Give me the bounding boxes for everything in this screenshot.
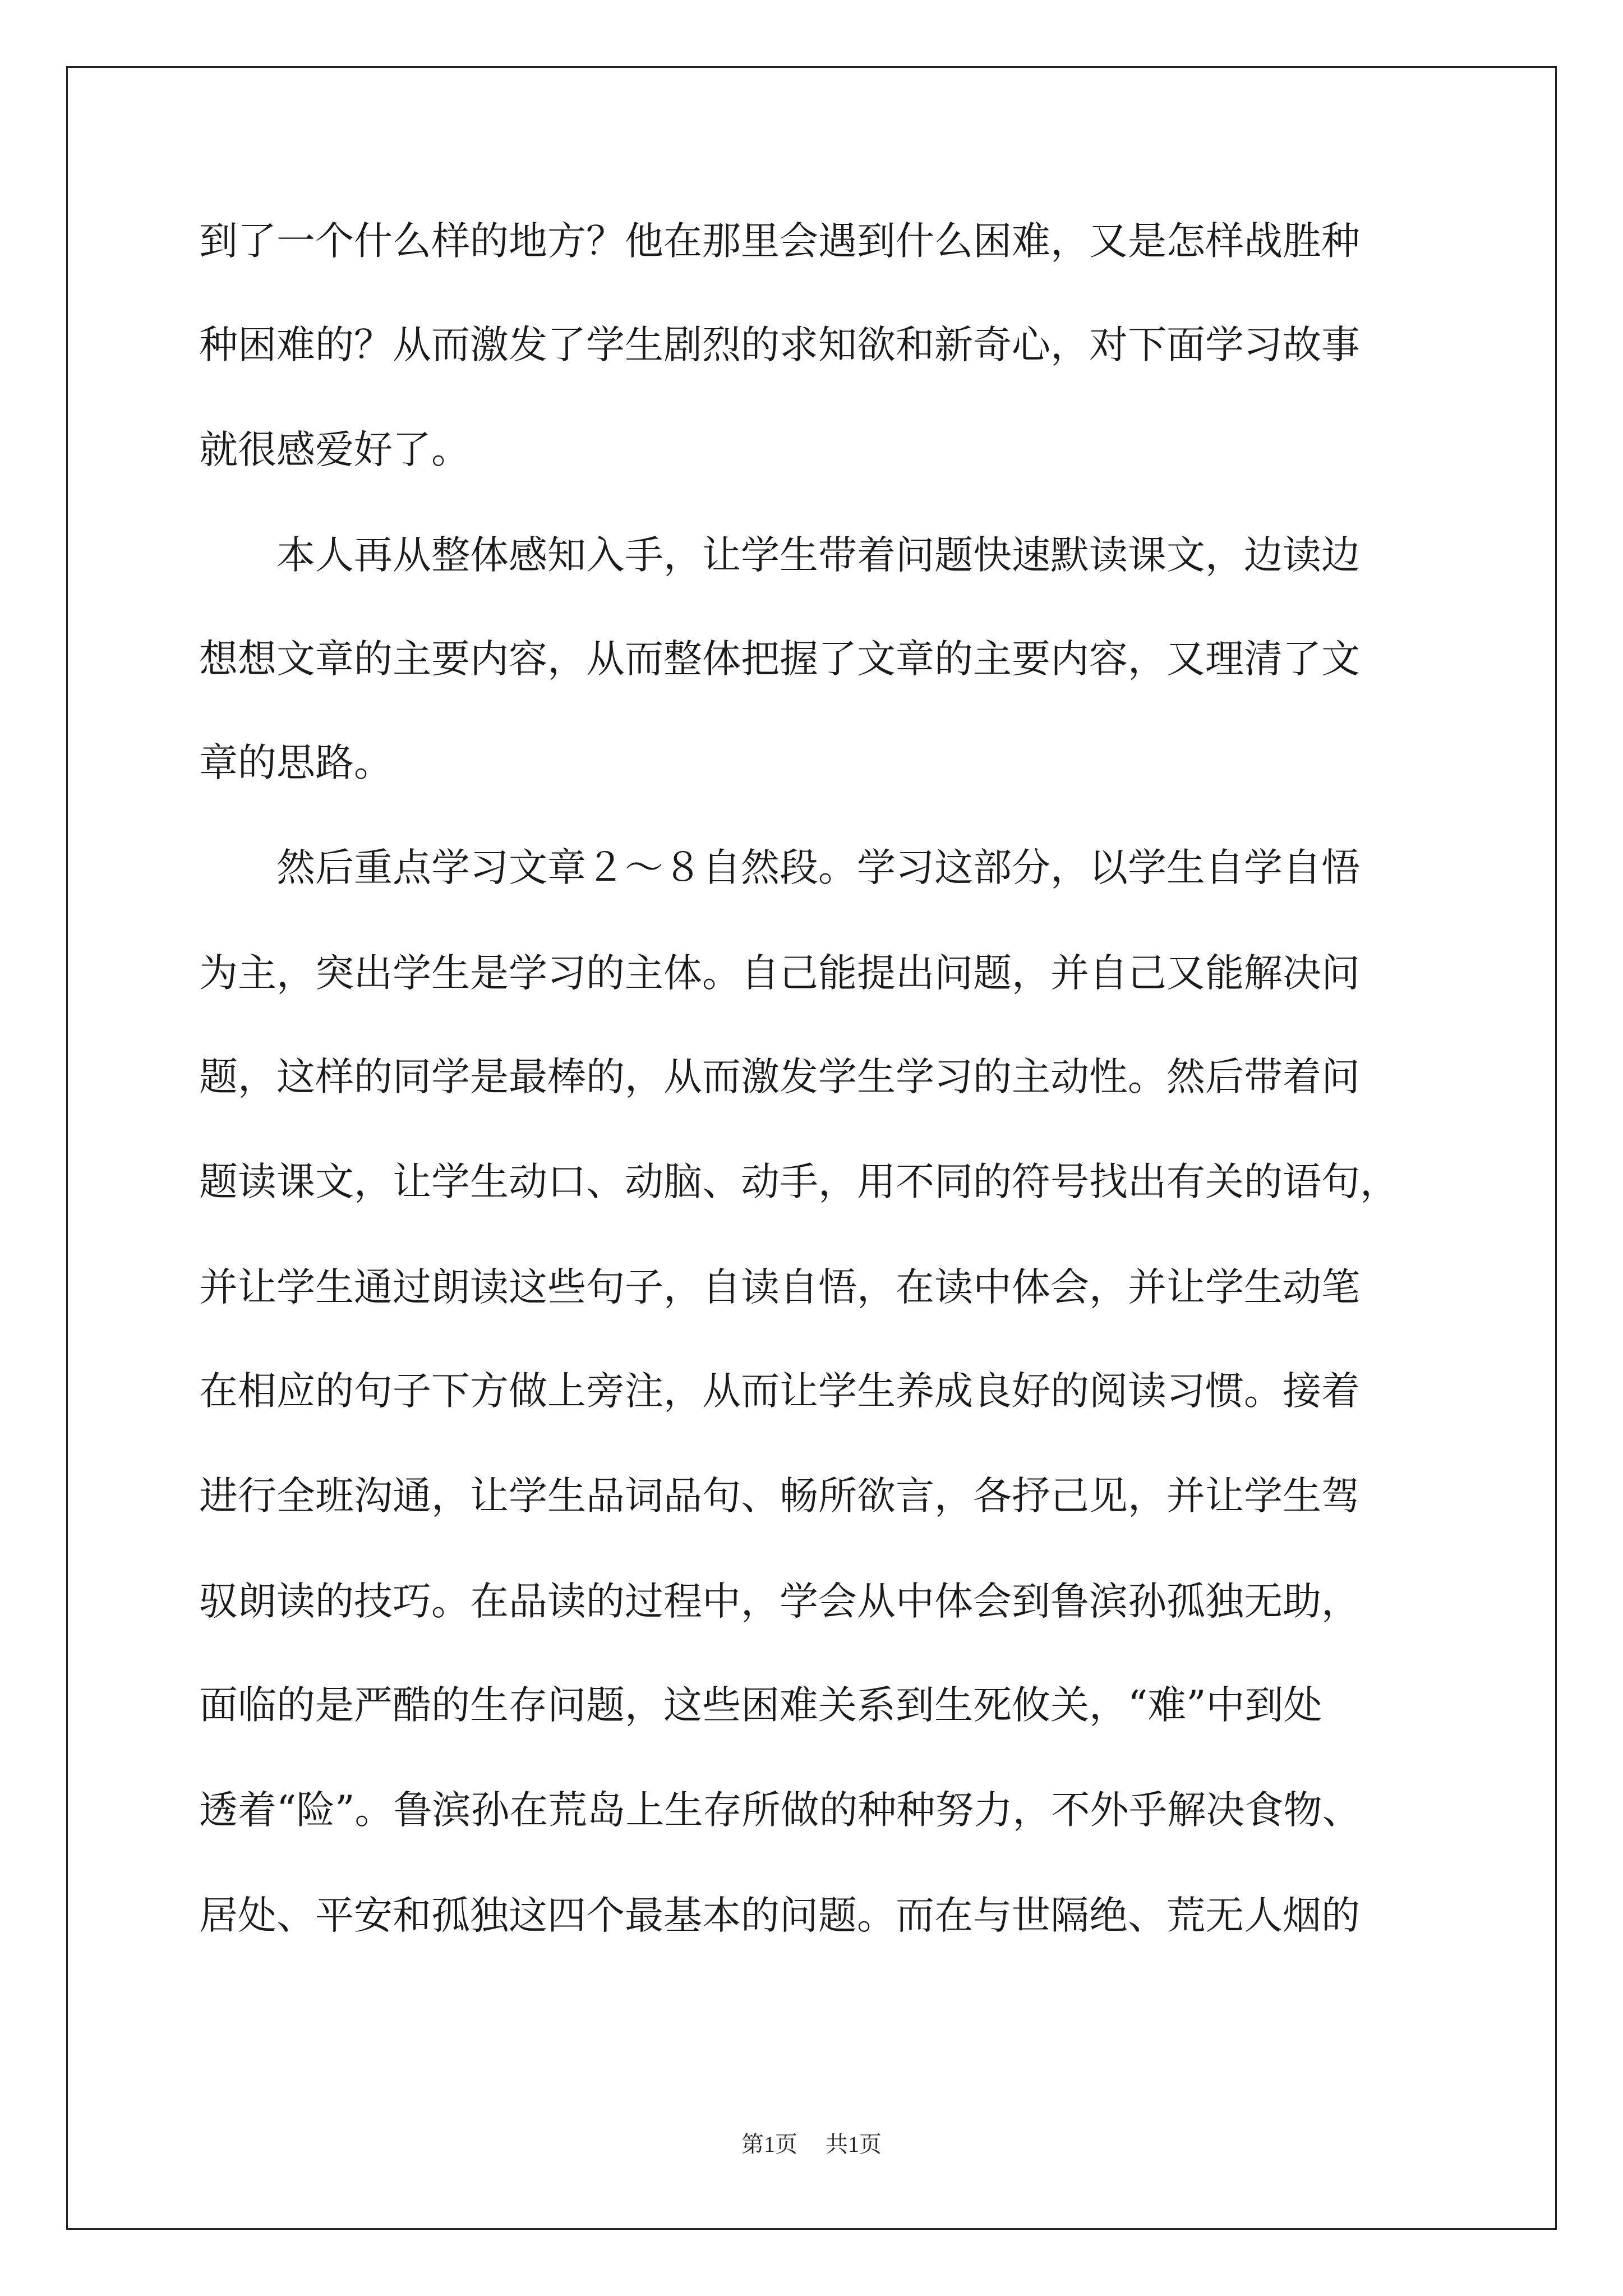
text-line-1: 到了一个什么样的地方？他在那里会遇到什么困难，又是怎样战胜种 — [199, 219, 1360, 264]
text-line-2: 种困难的？从而激发了学生剧烈的求知欲和新奇心，对下面学习故事 — [199, 323, 1360, 367]
text-line-3: 就很感爱好了。 — [199, 427, 470, 472]
text-line-9: 题，这样的同学是最棒的，从而激发学生学习的主动性。然后带着问 — [199, 1055, 1360, 1099]
text-line-13: 进行全班沟通，让学生品词品句、畅所欲言，各抒己见，并让学生驾 — [199, 1474, 1360, 1519]
text-line-17: 居处、平安和孤独这四个最基本的问题。而在与世隔绝、荒无人烟的 — [199, 1893, 1360, 1938]
text-line-14: 驭朗读的技巧。在品读的过程中，学会从中体会到鲁滨孙孤独无助， — [199, 1579, 1360, 1624]
text-line-16: 透着“险”。鲁滨孙在荒岛上生存所做的种种努力，不外乎解决食物、 — [199, 1788, 1361, 1833]
text-line-4: 本人再从整体感知入手，让学生带着问题快速默读课文，边读边 — [199, 533, 1360, 578]
text-line-8: 为主，突出学生是学习的主体。自己能提出问题，并自己又能解决问 — [199, 951, 1360, 996]
text-line-6: 章的思路。 — [199, 740, 393, 785]
text-line-15: 面临的是严酷的生存问题，这些困难关系到生死攸关，“难”中到处 — [199, 1683, 1322, 1728]
text-line-12: 在相应的句子下方做上旁注，从而让学生养成良好的阅读习惯。接着 — [199, 1369, 1360, 1414]
text-line-7: 然后重点学习文章２～８自然段。学习这部分，以学生自学自悟 — [199, 845, 1360, 890]
text-line-10: 题读课文，让学生动口、动脑、动手，用不同的符号找出有关的语句， — [199, 1159, 1399, 1204]
page-number-total: 共1页 — [826, 2132, 882, 2157]
page-number-current: 第1页 — [741, 2132, 797, 2157]
page-footer — [0, 2131, 1623, 2159]
text-line-5: 想想文章的主要内容，从而整体把握了文章的主要内容，又理清了文 — [199, 637, 1360, 682]
text-line-11: 并让学生通过朗读这些句子，自读自悟，在读中体会，并让学生动笔 — [199, 1265, 1360, 1310]
